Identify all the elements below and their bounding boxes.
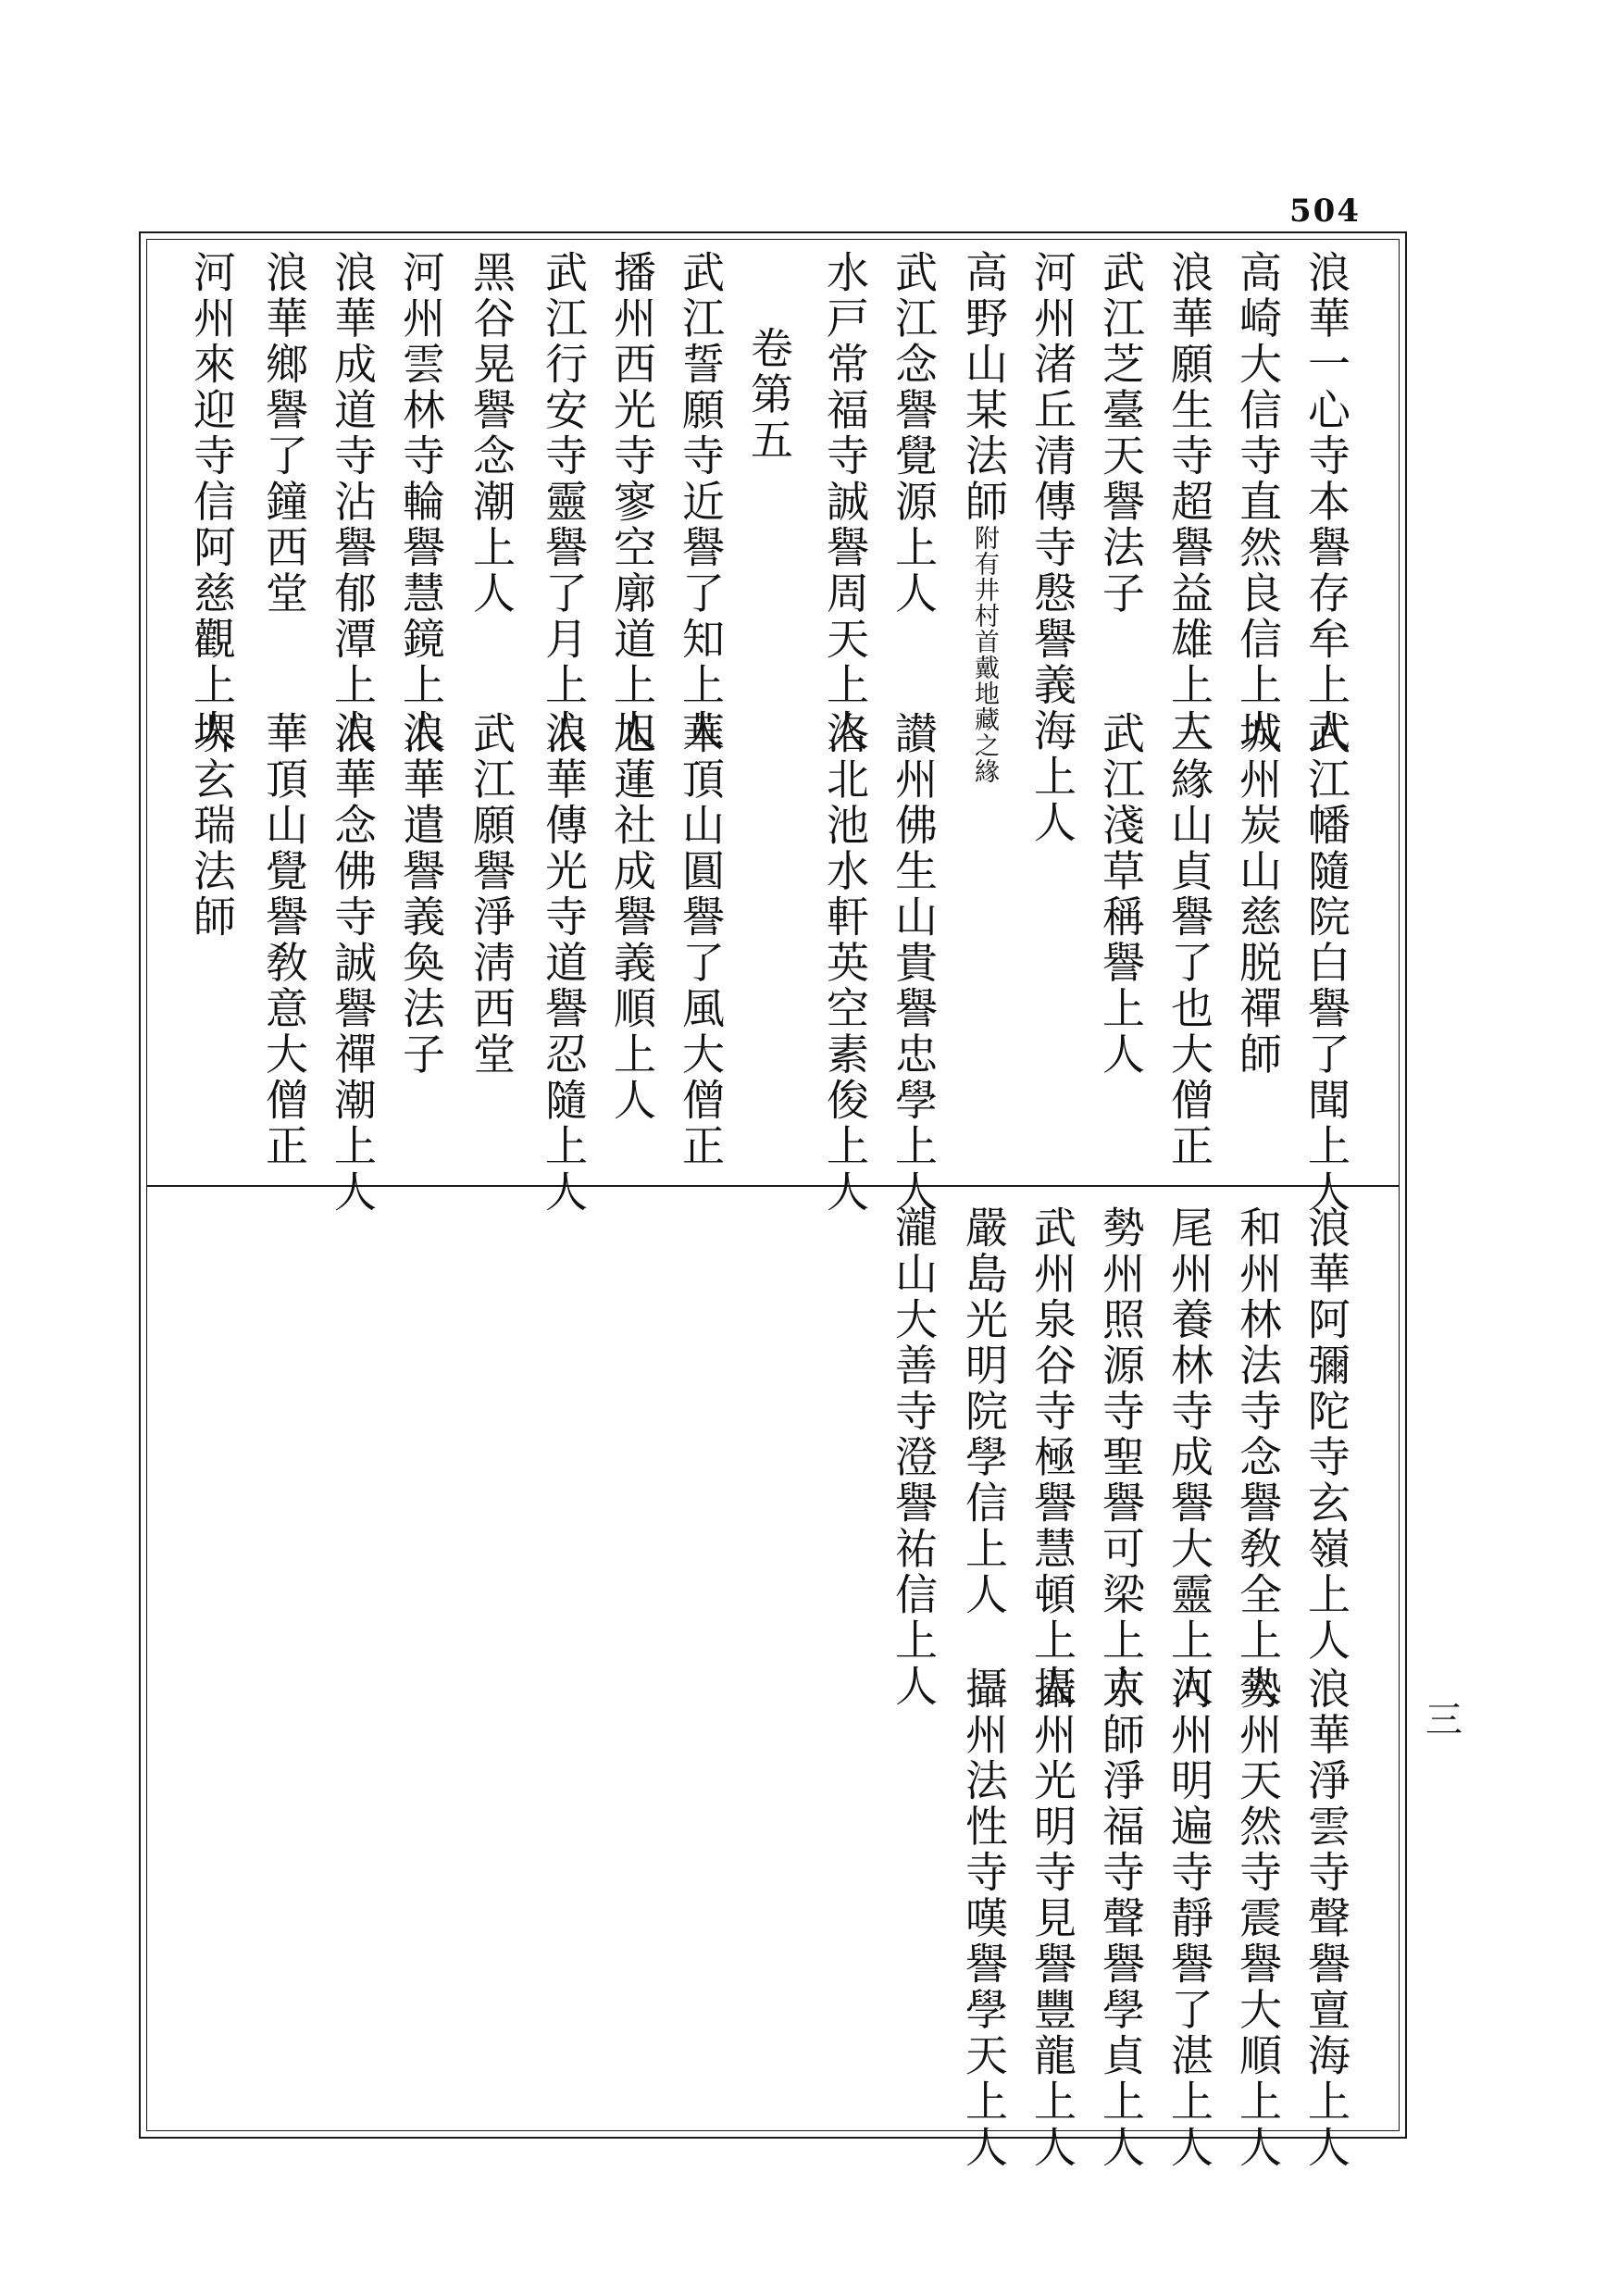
page-number: 504 (1289, 193, 1361, 230)
entry-upper (959, 250, 1009, 784)
entry-upper: 嚴島光明院學信上人 (959, 1205, 1009, 1618)
entry-lower: 堺玄瑞法師 (187, 711, 237, 941)
entry-lower: 武江淺草稱譽上人 (1096, 711, 1146, 1078)
entry-lower: 京師淨福寺聲譽學貞上人 (1096, 1666, 1146, 2171)
entry-upper: 武州泉谷寺極譽慧頓上人 (1027, 1205, 1077, 1710)
entry-lower: 華頂山覺譽敎意大僧正 (259, 711, 309, 1169)
entry-lower: 攝州法性寺嘆譽學天上人 (959, 1666, 1009, 2171)
entry-upper: 武江行安寺靈譽了月上人 (539, 250, 589, 755)
entry-lower: 旭蓮社成譽義順上人 (607, 711, 657, 1124)
entry-upper: 武江誓願寺近譽了知上人 (676, 250, 726, 755)
margin-page-mark: 三 (1425, 1699, 1462, 1741)
entry-lower: 城州炭山慈脱禪師 (1233, 711, 1283, 1078)
entry-lower: 勢州天然寺震譽大順上人 (1233, 1666, 1283, 2171)
volume-heading: 卷第五 (744, 326, 794, 464)
entry-upper: 尾州養林寺成譽大靈上人 (1164, 1205, 1214, 1710)
entry-lower: 華頂山圓譽了風大僧正 (676, 711, 726, 1169)
entry-upper: 和州林法寺念譽敎全上人 (1233, 1205, 1283, 1710)
entry-lower: 洛北池水軒英空素俊上人 (820, 711, 870, 1216)
entry-upper: 河州渚丘清傳寺慇譽義海上人 (1027, 250, 1077, 846)
entry-lower: 浪華淨雲寺聲譽亶海上人 (1301, 1666, 1351, 2171)
entry-upper: 浪華一心寺本譽存牟上人 (1301, 250, 1351, 755)
entry-upper: 瀧山大善寺澄譽祐信上人 (889, 1205, 939, 1710)
entry-text: 高野山某法師 (959, 250, 1009, 525)
entry-upper: 黑谷晃譽念潮上人 (467, 250, 517, 617)
entry-upper: 播州西光寺寥空廓道上人 (607, 250, 657, 755)
entry-upper: 浪華願生寺超譽益雄上人 (1164, 250, 1214, 755)
entry-lower: 三緣山貞譽了也大僧正 (1164, 711, 1214, 1169)
entry-lower: 浪華傳光寺道譽忍隨上人 (539, 711, 589, 1216)
entry-upper: 浪華鄉譽了鐘西堂 (259, 250, 309, 617)
entry-upper: 武江芝臺天譽法子 (1096, 250, 1146, 617)
entry-upper: 河州來迎寺信阿慈觀上人 (187, 250, 237, 755)
entry-lower: 河州明遍寺靜譽了湛上人 (1164, 1666, 1214, 2171)
entry-lower: 浪華遣譽義奐法子 (396, 711, 446, 1078)
entry-upper: 勢州照源寺聖譽可梁上人 (1096, 1205, 1146, 1710)
entry-upper: 浪華成道寺沾譽郁潭上人 (328, 250, 378, 755)
entry-lower: 武江幡隨院白譽了聞上人 (1301, 711, 1351, 1216)
entry-annotation: 附有井村首戴地藏之緣 (970, 525, 999, 784)
entry-lower: 浪華念佛寺誠譽禪潮上人 (328, 711, 378, 1216)
entry-upper: 浪華阿彌陀寺玄嶺上人 (1301, 1205, 1351, 1664)
entry-upper: 河州雲林寺輪譽慧鏡上人 (396, 250, 446, 755)
entry-upper: 高崎大信寺直然良信上人 (1233, 250, 1283, 755)
entry-lower: 武江願譽淨淸西堂 (467, 711, 517, 1078)
entry-upper: 武江念譽覺源上人 (889, 250, 939, 617)
entry-lower: 讃州佛生山貴譽忠學上人 (889, 711, 939, 1216)
entry-upper: 水戸常福寺誠譽周天上人 (820, 250, 870, 755)
entry-lower: 攝州光明寺見譽豐龍上人 (1027, 1666, 1077, 2171)
